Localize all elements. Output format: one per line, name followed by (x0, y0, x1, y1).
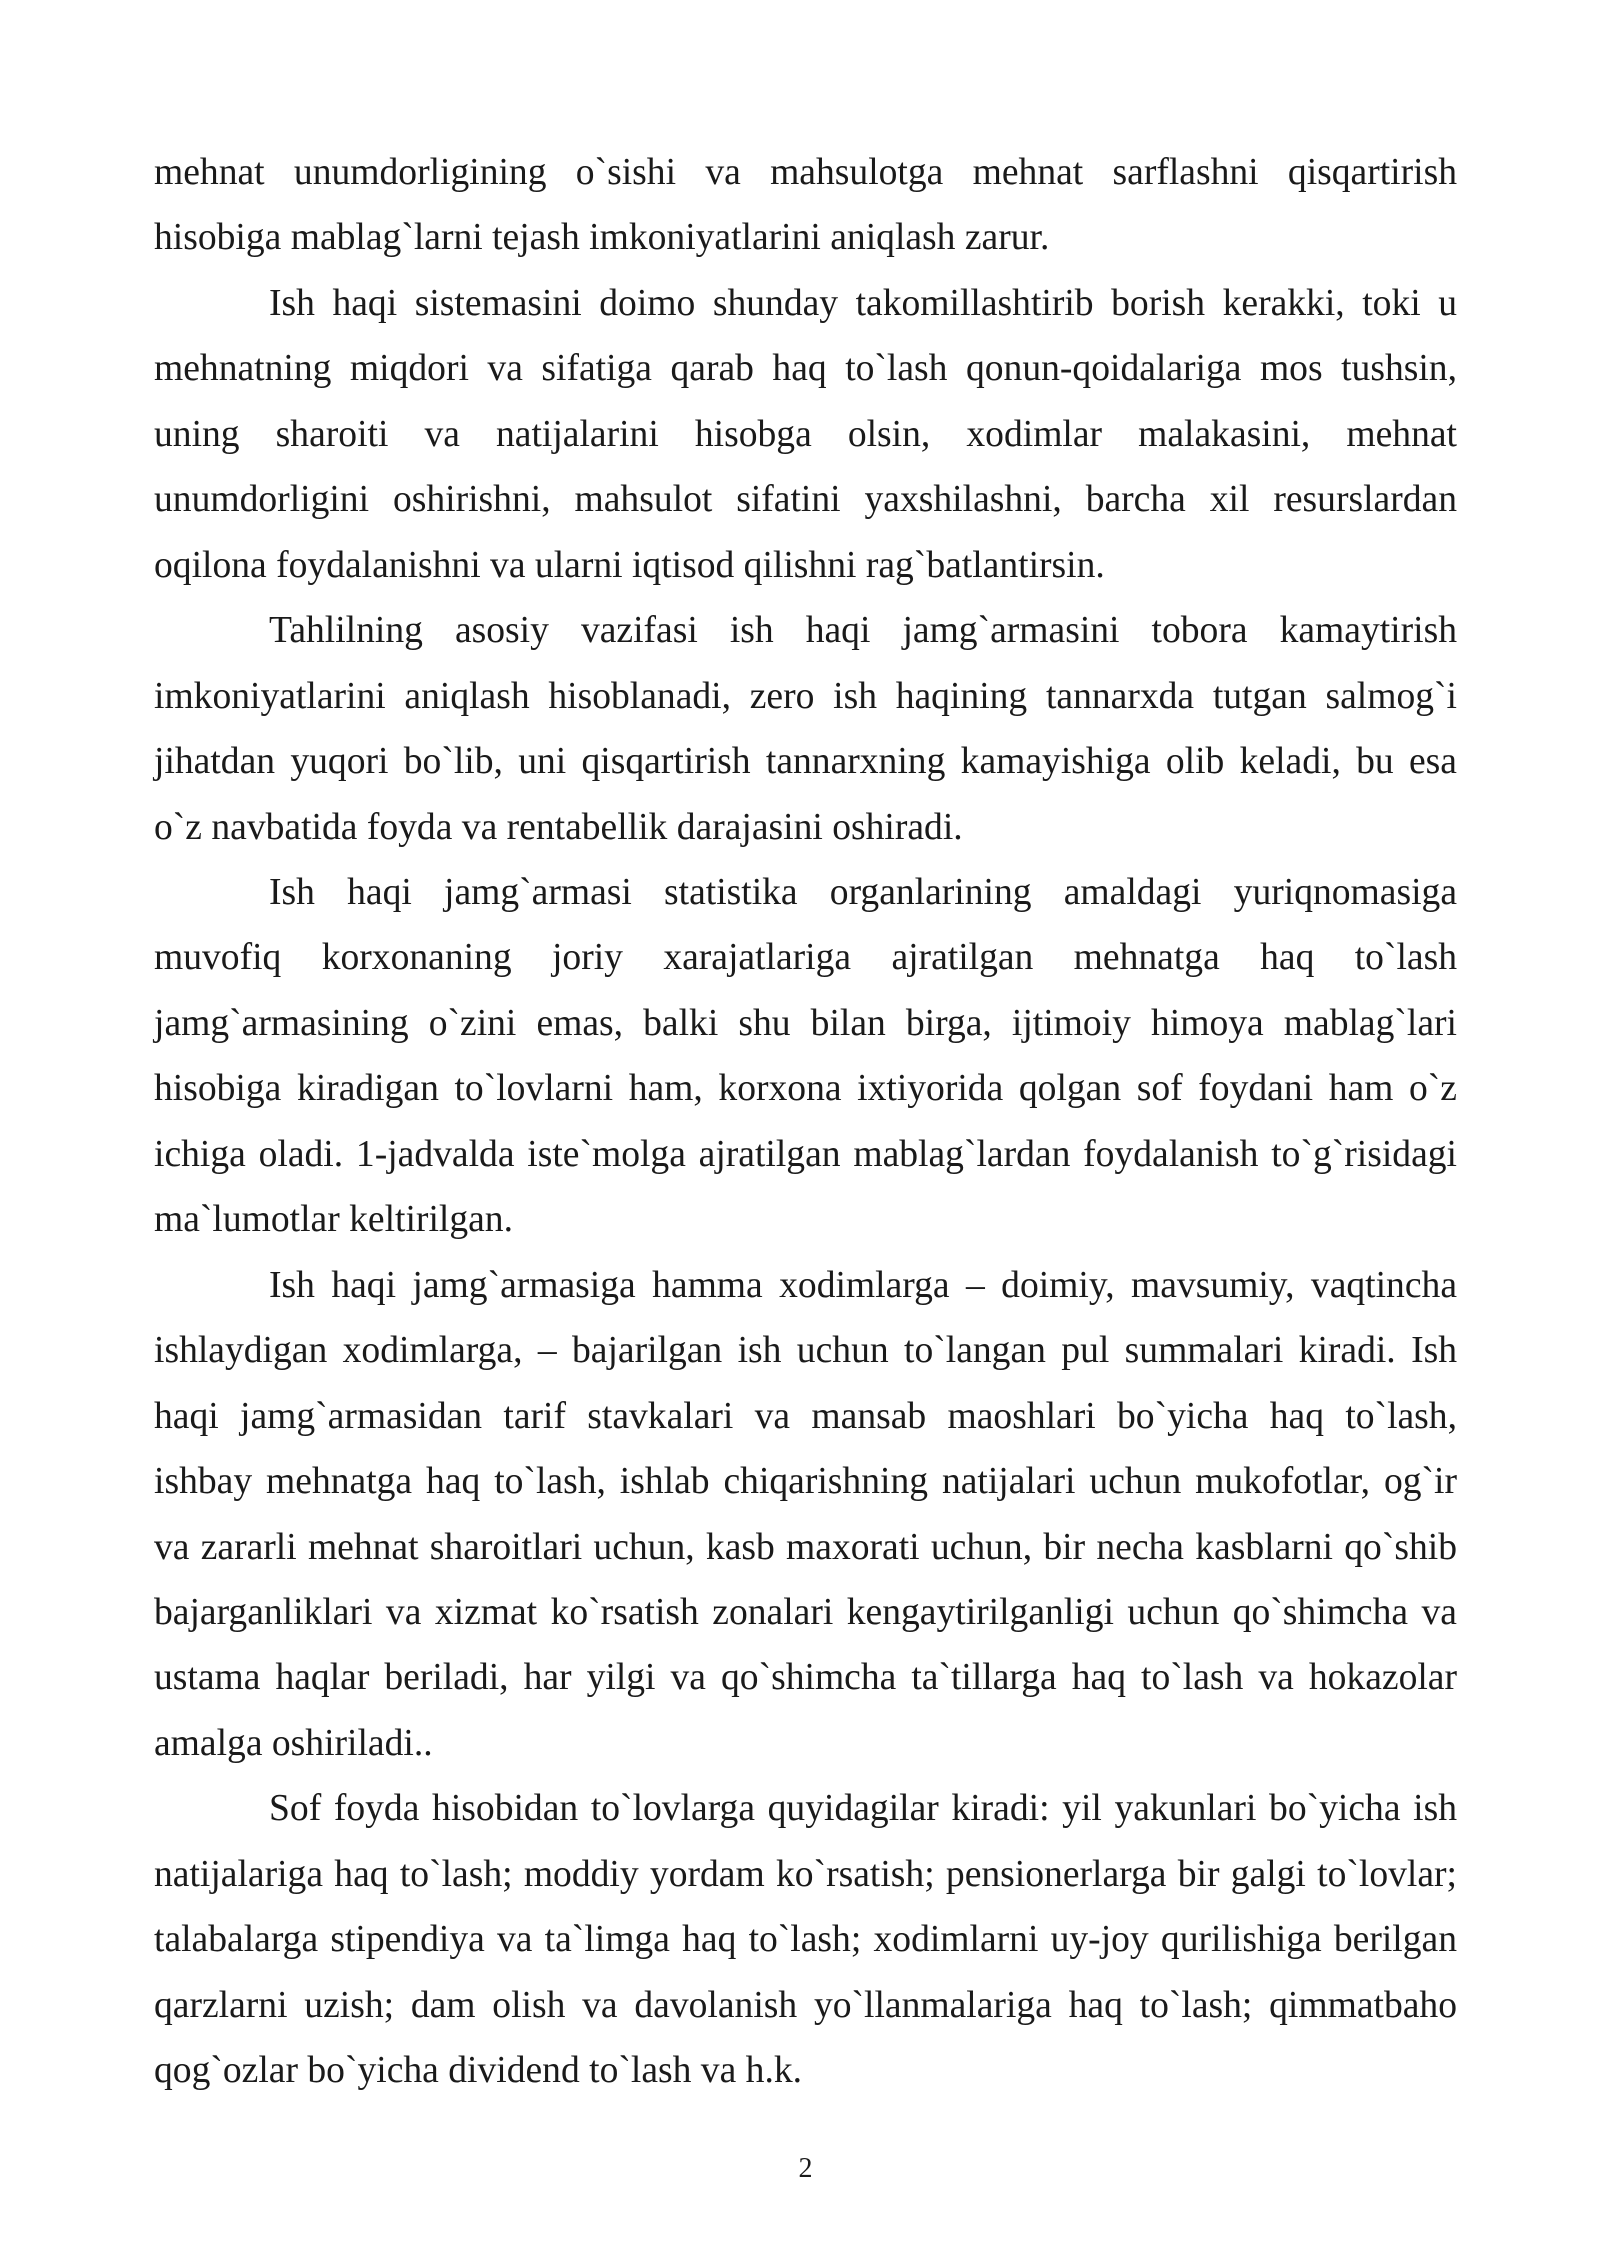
text-line: hisobiga kiradigan to`lovlarni ham, korxona ixtiyorida qolgan sof foydani ham o`z (154, 1068, 1457, 1110)
text-line: jamg`armasining o`zini emas, balki shu bilan birga, ijtimoiy himoya mablag`lari (154, 1002, 1457, 1044)
text-line: Ish haqi jamg`armasi statistika organlarining amaldagi yuriqnomasiga (269, 871, 1457, 913)
text-line: mehnatning miqdori va sifatiga qarab haq to`lash qonun-qoidalariga mos tushsin, (154, 348, 1457, 390)
text-line: hisobiga mablag`larni tejash imkoniyatlarini aniqlash zarur. (154, 217, 1050, 259)
text-line: talabalarga stipendiya va ta`limga haq to`lash; xodimlarni uy-joy qurilishiga berilgan (154, 1919, 1457, 1961)
text-line: o`z navbatida foyda va rentabellik darajasini oshiradi. (154, 806, 963, 848)
text-line: natijalariga haq to`lash; moddiy yordam ko`rsatish; pensionerlarga bir galgi to`lovlar; (154, 1853, 1457, 1895)
text-line: Ish haqi jamg`armasiga hamma xodimlarga – doimiy, mavsumiy, vaqtincha (269, 1264, 1457, 1306)
text-line: va zararli mehnat sharoitlari uchun, kasb maxorati uchun, bir necha kasblarni qo`shib (154, 1526, 1457, 1568)
paragraph (154, 598, 1457, 860)
text-line: muvofiq korxonaning joriy xarajatlariga ajratilgan mehnatga haq to`lash (154, 937, 1457, 979)
paragraph (154, 1776, 1457, 2103)
text-line: qarzlarni uzish; dam olish va davolanish yo`llanmalariga haq to`lash; qimmatbaho (154, 1984, 1457, 2026)
text-line: ustama haqlar beriladi, har yilgi va qo`shimcha ta`tillarga haq to`lash va hokazolar (154, 1657, 1457, 1699)
text-line: unumdorligini oshirishni, mahsulot sifatini yaxshilashni, barcha xil resurslardan (154, 479, 1457, 521)
text-line: uning sharoiti va natijalarini hisobga olsin, xodimlar malakasini, mehnat (154, 413, 1457, 455)
paragraph (154, 140, 1457, 271)
text-line: amalga oshiriladi.. (154, 1722, 433, 1764)
text-line: imkoniyatlarini aniqlash hisoblanadi, zero ish haqining tannarxda tutgan salmog`i (154, 675, 1457, 717)
text-line: Tahlilning asosiy vazifasi ish haqi jamg`armasini tobora kamaytirish (269, 610, 1457, 652)
paragraph (154, 271, 1457, 598)
text-line: ishbay mehnatga haq to`lash, ishlab chiqarishning natijalari uchun mukofotlar, og`ir (154, 1461, 1457, 1503)
text-line: haqi jamg`armasidan tarif stavkalari va mansab maoshlari bo`yicha haq to`lash, (154, 1395, 1457, 1437)
text-line: qog`ozlar bo`yicha dividend to`lash va h.k. (154, 2050, 803, 2092)
text-line: ma`lumotlar keltirilgan. (154, 1199, 513, 1241)
text-line: Sof foyda hisobidan to`lovlarga quyidagilar kiradi: yil yakunlari bo`yicha ish (269, 1788, 1457, 1830)
paragraph (154, 1253, 1457, 1777)
page-number: 2 (798, 2153, 813, 2184)
document-body (154, 140, 1457, 2104)
text-line: jihatdan yuqori bo`lib, uni qisqartirish tannarxning kamayishiga olib keladi, bu esa (154, 741, 1457, 783)
paragraph (154, 860, 1457, 1253)
text-line: ichiga oladi. 1-jadvalda iste`molga ajratilgan mablag`lardan foydalanish to`g`risidagi (154, 1133, 1457, 1175)
text-line: ishlaydigan xodimlarga, – bajarilgan ish uchun to`langan pul summalari kiradi. Ish (154, 1330, 1457, 1372)
text-line: oqilona foydalanishni va ularni iqtisod qilishni rag`batlantirsin. (154, 544, 1105, 586)
text-line: bajarganliklari va xizmat ko`rsatish zonalari kengaytirilganligi uchun qo`shimcha va (154, 1591, 1457, 1633)
text-line: mehnat unumdorligining o`sishi va mahsulotga mehnat sarflashni qisqartirish (154, 152, 1457, 193)
text-line: Ish haqi sistemasini doimo shunday takomillashtirib borish kerakki, toki u (269, 282, 1457, 324)
